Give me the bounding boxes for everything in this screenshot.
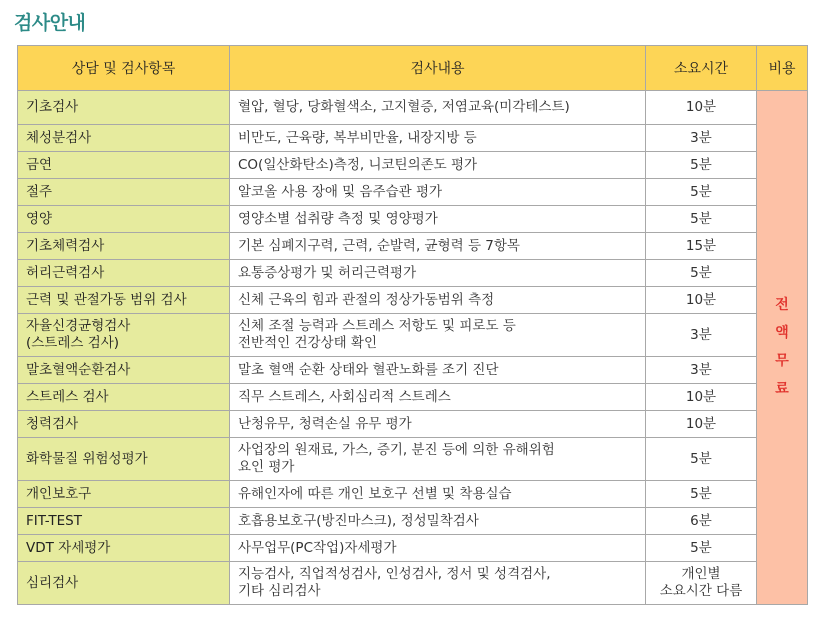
time-cell <box>646 125 757 152</box>
content-cell-line: 신체 근육의 힘과 관절의 정상가동범위 측정 <box>238 291 495 308</box>
content-cell <box>230 233 646 260</box>
item-cell-line: VDT 자세평가 <box>26 539 111 556</box>
content-cell-line: CO(일산화탄소)측정, 니코틴의존도 평가 <box>238 156 478 173</box>
time-cell-line: 3분 <box>690 361 712 378</box>
item-cell <box>18 314 230 357</box>
table-row <box>18 260 808 287</box>
item-cell <box>18 206 230 233</box>
table-row <box>18 438 808 481</box>
time-cell-line: 5분 <box>690 210 712 227</box>
content-cell-line: 호흡용보호구(방진마스크), 정성밀착검사 <box>238 512 479 529</box>
item-cell <box>18 125 230 152</box>
content-cell-line: 혈압, 혈당, 당화혈색소, 고지혈증, 저염교육(미각테스트) <box>238 99 570 115</box>
content-cell <box>230 438 646 481</box>
item-cell <box>18 535 230 562</box>
item-cell-line: 화학물질 위험성평가 <box>26 450 148 467</box>
table-row <box>18 287 808 314</box>
table-row <box>18 179 808 206</box>
item-cell <box>18 508 230 535</box>
time-cell-line: 5분 <box>690 539 712 556</box>
item-cell-line: 체성분검사 <box>26 129 92 146</box>
content-cell-line: 난청유무, 청력손실 유무 평가 <box>238 415 412 432</box>
content-cell <box>230 411 646 438</box>
content-cell-line: 영양소별 섭취량 측정 및 영양평가 <box>238 210 438 227</box>
table-body <box>18 91 808 605</box>
exam-guide-table <box>17 45 808 605</box>
time-cell <box>646 384 757 411</box>
item-cell-line: 심리검사 <box>26 574 79 591</box>
content-cell <box>230 260 646 287</box>
time-cell <box>646 314 757 357</box>
table-row <box>18 314 808 357</box>
content-cell-line: 전반적인 건강상태 확인 <box>238 335 377 351</box>
content-cell-line: 유해인자에 따른 개인 보호구 선별 및 착용실습 <box>238 485 512 502</box>
cost-char: 료 <box>775 381 789 397</box>
table-row <box>18 535 808 562</box>
item-cell-line: 영양 <box>26 210 53 227</box>
content-cell-line: 직무 스트레스, 사회심리적 스트레스 <box>238 388 451 405</box>
item-cell <box>18 384 230 411</box>
cost-char: 무 <box>775 353 789 369</box>
content-cell-line: 기본 심폐지구력, 근력, 순발력, 균형력 등 7항목 <box>238 237 520 254</box>
content-cell <box>230 179 646 206</box>
content-cell <box>230 535 646 562</box>
time-cell <box>646 179 757 206</box>
table-row <box>18 357 808 384</box>
table-row <box>18 481 808 508</box>
item-cell-line: 근력 및 관절가동 범위 검사 <box>26 291 187 308</box>
time-cell-line: 10분 <box>685 388 717 405</box>
item-cell-line: FIT-TEST <box>26 512 82 529</box>
item-cell <box>18 481 230 508</box>
time-cell <box>646 152 757 179</box>
content-cell <box>230 384 646 411</box>
content-cell-line: 사무업무(PC작업)자세평가 <box>238 539 397 556</box>
item-cell-line: 금연 <box>26 156 53 173</box>
item-cell-line: 기초체력검사 <box>26 237 105 254</box>
item-cell <box>18 562 230 605</box>
time-cell-line: 5분 <box>690 485 712 502</box>
item-cell <box>18 438 230 481</box>
item-cell-line: 개인보호구 <box>26 485 92 502</box>
item-cell-line: 스트레스 검사 <box>26 388 109 405</box>
time-cell-line: 5분 <box>690 183 712 200</box>
time-cell-line: 5분 <box>690 450 712 467</box>
content-cell <box>230 91 646 125</box>
content-cell-line: 비만도, 근육량, 복부비만율, 내장지방 등 <box>238 129 477 146</box>
page-title: 검사안내 <box>14 12 86 34</box>
content-cell-line: 지능검사, 직업적성검사, 인성검사, 정서 및 성격검사, <box>238 566 551 582</box>
item-cell <box>18 287 230 314</box>
item-cell <box>18 152 230 179</box>
content-cell-line: 요통증상평가 및 허리근력평가 <box>238 264 417 281</box>
time-cell <box>646 233 757 260</box>
content-cell <box>230 508 646 535</box>
content-cell <box>230 562 646 605</box>
table-row <box>18 91 808 125</box>
time-cell-line: 10분 <box>685 415 717 432</box>
time-cell <box>646 91 757 125</box>
time-cell <box>646 535 757 562</box>
item-cell <box>18 260 230 287</box>
content-cell-line: 요인 평가 <box>238 459 295 475</box>
header-cost: 비용 <box>757 46 808 91</box>
content-cell <box>230 481 646 508</box>
time-cell <box>646 481 757 508</box>
content-cell-line: 알코올 사용 장애 및 음주습관 평가 <box>238 183 443 200</box>
content-cell <box>230 206 646 233</box>
item-cell-line: 청력검사 <box>26 415 79 432</box>
time-cell <box>646 357 757 384</box>
content-cell <box>230 357 646 384</box>
item-cell <box>18 411 230 438</box>
time-cell-line: 3분 <box>690 129 712 146</box>
time-cell-line: 5분 <box>690 264 712 281</box>
item-cell <box>18 233 230 260</box>
item-cell <box>18 357 230 384</box>
content-cell <box>230 287 646 314</box>
time-cell-line: 15분 <box>685 237 717 254</box>
time-cell <box>646 206 757 233</box>
time-cell-line: 5분 <box>690 156 712 173</box>
item-cell-line: (스트레스 검사) <box>26 335 120 351</box>
table-row <box>18 152 808 179</box>
content-cell <box>230 152 646 179</box>
item-cell-line: 기초검사 <box>26 99 79 115</box>
time-cell-line: 10분 <box>685 99 717 115</box>
table-row <box>18 562 808 605</box>
cost-char: 전 <box>775 297 789 313</box>
header-time: 소요시간 <box>646 46 757 91</box>
item-cell <box>18 91 230 125</box>
time-cell <box>646 287 757 314</box>
time-cell <box>646 438 757 481</box>
time-cell-line: 개인별 <box>681 566 721 582</box>
table-row <box>18 233 808 260</box>
table-row <box>18 125 808 152</box>
content-cell <box>230 125 646 152</box>
item-cell <box>18 179 230 206</box>
content-cell-line: 기타 심리검사 <box>238 583 321 599</box>
item-cell-line: 절주 <box>26 183 53 200</box>
time-cell-line: 소요시간 다름 <box>659 583 743 599</box>
content-cell-line: 신체 조절 능력과 스트레스 저항도 및 피로도 등 <box>238 318 516 334</box>
header-content: 검사내용 <box>230 46 646 91</box>
content-cell <box>230 314 646 357</box>
item-cell-line: 허리근력검사 <box>26 264 105 281</box>
time-cell-line: 6분 <box>690 512 712 529</box>
table-row <box>18 508 808 535</box>
table-row <box>18 384 808 411</box>
time-cell <box>646 260 757 287</box>
time-cell <box>646 562 757 605</box>
cost-char: 액 <box>775 325 789 341</box>
table-header-row <box>18 46 808 91</box>
table-row <box>18 206 808 233</box>
header-item: 상담 및 검사항목 <box>18 46 230 91</box>
table-row <box>18 411 808 438</box>
time-cell-line: 10분 <box>685 291 717 308</box>
item-cell-line: 말초혈액순환검사 <box>26 361 131 378</box>
content-cell-line: 말초 혈액 순환 상태와 혈관노화를 조기 진단 <box>238 361 499 378</box>
item-cell-line: 자율신경균형검사 <box>26 318 131 334</box>
time-cell-line: 3분 <box>690 326 712 343</box>
content-cell-line: 사업장의 원재료, 가스, 증기, 분진 등에 의한 유해위험 <box>238 442 555 458</box>
cost-free-cell <box>757 91 808 605</box>
time-cell <box>646 411 757 438</box>
time-cell <box>646 508 757 535</box>
